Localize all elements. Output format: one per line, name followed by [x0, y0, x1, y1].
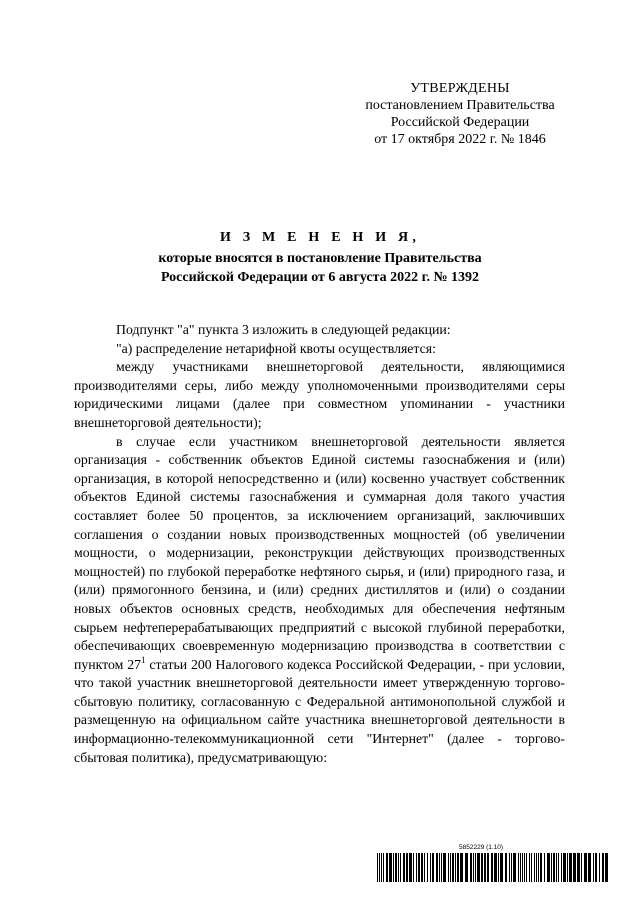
paragraph-4-part-1: в случае если участником внешнеторговой деятельности является организация - собственник объектов Единой системы газоснабжения и (или) организация, в которой непосредственно и (или) косвенно участвует собственник объектов Единой системы газоснабжения и суммарная доля такого участия составляет более 50 процентов, за исключением организаций, заключивших соглашения о создании новых производственных мощностей (об увеличении мощности, о модернизации, реконструкции действующих производственных мощностей) по глубокой переработке нефтяного сырья, и (или) природного газа, и (или) прямогонного бензина, и (или) средних дистиллятов и (или) о создании новых объектов основных средств, необходимых для обеспечения нефтяным сырьем нефтеперерабатывающих предприятий с высокой глубиной переработки, обеспечивающих своевременную модернизацию производства в соответствии с пунктом 27 [74, 433, 565, 672]
approval-line-2: постановлением Правительства [365, 98, 555, 113]
approval-title: УТВЕРЖДЕНЫ [410, 81, 510, 96]
heading-subtitle-2: Российской Федерации от 6 августа 2022 г. № 1392 [160, 270, 480, 285]
document-heading [80, 228, 560, 287]
document-body [74, 321, 565, 767]
superscript-1: 1 [141, 654, 146, 665]
approval-stamp [330, 80, 590, 148]
paragraph-4-part-2: статьи 200 Налогового кодекса Российской Федерации, - при условии, что такой участник внешнеторговой деятельности имеет утвержденную торгово-сбытовую политику, согласованную с Федеральной антимонопольной службой и размещенную на официальном сайте участника внешнеторговой деятельности в информационно-телекоммуникационной сети "Интернет" (далее - торгово-сбытовая политика), предусматривающую: [74, 656, 565, 765]
approval-date: от 17 октября 2022 г. № 1846 [374, 132, 546, 147]
heading-title: И З М Е Н Е Н И Я, [219, 230, 421, 245]
paragraph-3: между участниками внешнеторговой деятельности, являющимися производителями серы, либо между уполномоченными производителями серы юридическими лицами (далее при совместном упоминании - участники внешнеторговой деятельности); [74, 359, 565, 430]
document-code: 5852229 (1.10) [459, 844, 504, 851]
paragraph-2: "а) распределение нетарифной квоты осуществляется: [116, 340, 436, 356]
heading-subtitle-1: которые вносятся в постановление Правительства [158, 251, 482, 266]
paragraph-4 [74, 433, 565, 768]
barcode-image [377, 853, 609, 882]
paragraph-1: Подпункт "а" пункта 3 изложить в следующей редакции: [116, 322, 451, 337]
approval-line-3: Российской Федерации [390, 115, 530, 130]
